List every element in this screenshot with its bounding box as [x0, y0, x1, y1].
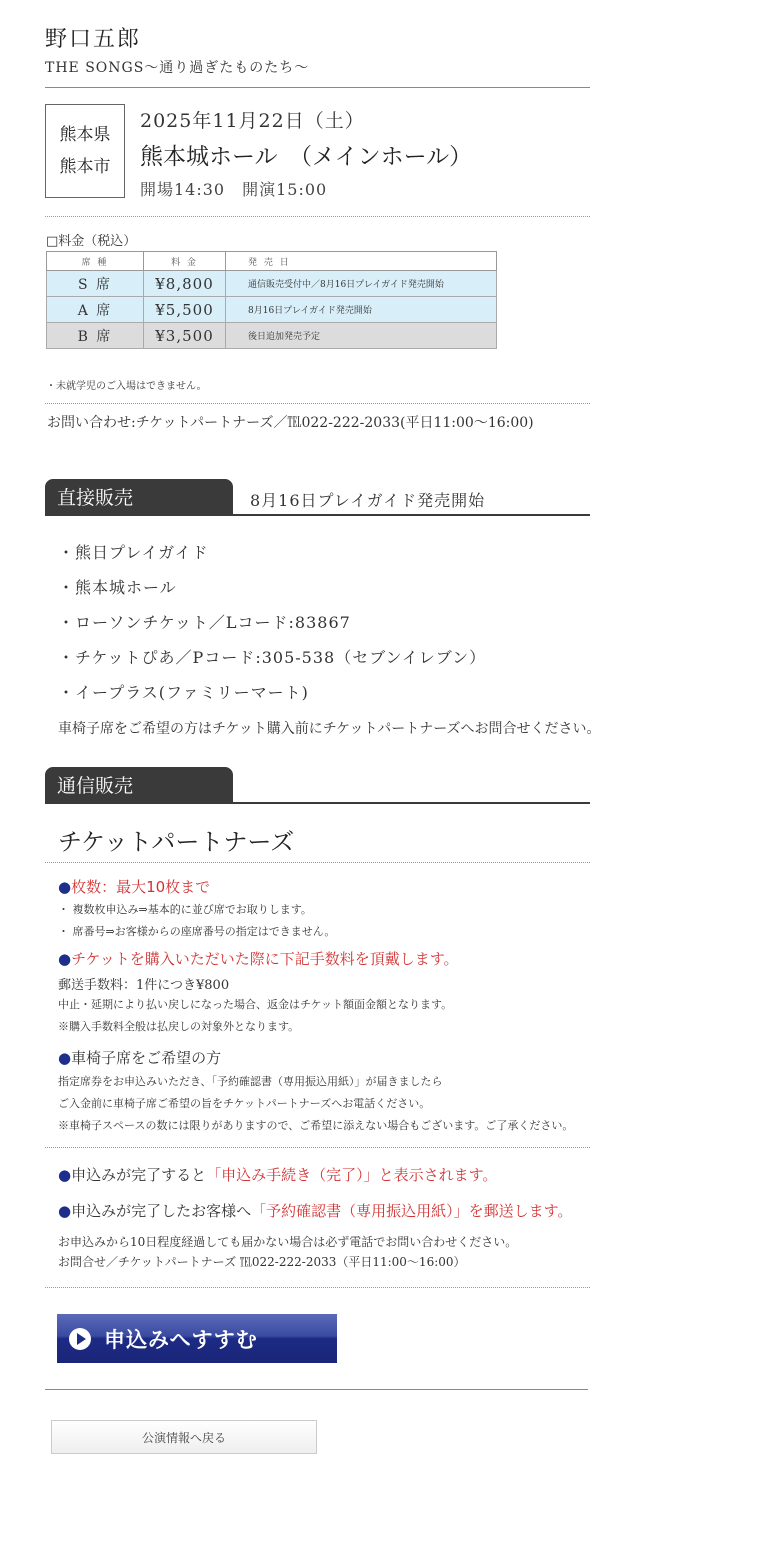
bullet-icon: ●: [58, 950, 72, 968]
list-item: ・熊日プレイガイド: [58, 543, 209, 562]
artist-name: 野口五郎: [45, 27, 142, 52]
wheelchair-direct-note: 車椅子席をご希望の方はチケット購入前にチケットパートナーズへお問合せください。: [58, 721, 601, 737]
apply-button-label: 申込みへすすむ: [104, 1327, 258, 1352]
fee-heading-text: チケットを購入いただいた際に下記手数料を頂戴します。: [71, 950, 459, 968]
table-row: [47, 271, 497, 297]
wheelchair-heading: [58, 1047, 221, 1068]
list-item: ・熊本城ホール: [58, 578, 177, 597]
event-date: 2025年11月22日（土）: [140, 110, 365, 132]
price-table-header: [47, 252, 497, 271]
completion-red: 「予約確認書（専用振込用紙）」を郵送します。: [251, 1202, 573, 1220]
tour-title: THE SONGS～通り過ぎたものたち～: [45, 60, 310, 76]
mail-sales-tab: 通信販売: [45, 767, 233, 803]
sale-info: 後日追加発売予定: [226, 323, 497, 349]
prefecture: 熊本県: [59, 125, 111, 145]
venue-hall: 熊本城ホール （メインホール）: [140, 144, 473, 170]
final-line: お問合せ／チケットパートナーズ ℡022-222-2033（平日11:00～16:00）: [58, 1255, 466, 1269]
final-divider: [45, 1287, 590, 1288]
fee-amount: 郵送手数料：1件につき¥800: [58, 978, 230, 993]
bullet-icon: ●: [58, 1202, 72, 1220]
header-price: 料 金: [144, 252, 226, 271]
completion-red: 「申込み手続き（完了）」と表示されます。: [206, 1166, 498, 1184]
limit-heading: [58, 876, 210, 897]
limit-line: ・ 席番号⇒お客様からの座席番号の指定はできません。: [58, 925, 336, 938]
seat-type: B 席: [47, 323, 144, 349]
bullet-icon: ●: [58, 1049, 72, 1067]
seat-price: ¥3,500: [144, 323, 226, 349]
completion-prefix: 申込みが完了すると: [71, 1166, 207, 1184]
seat-type: S 席: [47, 271, 144, 297]
vendor-divider: [45, 862, 590, 863]
direct-sales-tab: 直接販売: [45, 479, 233, 515]
bullet-icon: ●: [58, 878, 72, 896]
price-table: [46, 251, 497, 349]
price-label: □料金（税込）: [46, 234, 137, 249]
header-sale: 発 売 日: [226, 252, 497, 271]
completion-note-1: [58, 1164, 497, 1185]
direct-sales-date: 8月16日プレイガイド発売開始: [250, 491, 486, 510]
bullet-icon: ●: [58, 1166, 72, 1184]
venue-divider: [45, 216, 590, 217]
wheelchair-line: 指定席券をお申込みいただき、「予約確認書（専用振込用紙）」が届きましたら: [58, 1075, 443, 1088]
age-note: ・未就学児のご入場はできません。: [46, 381, 207, 392]
direct-sales-line: [45, 514, 590, 516]
city: 熊本市: [59, 157, 111, 177]
list-item: ・ローソンチケット／Lコード:83867: [58, 613, 351, 632]
seat-price: ¥8,800: [144, 271, 226, 297]
header-seat: 席 種: [47, 252, 144, 271]
event-times: 開場14:30 開演15:00: [140, 180, 328, 199]
completion-note-2: [58, 1200, 572, 1221]
limit-heading-text: 枚数：最大10枚まで: [71, 878, 211, 896]
table-row: [47, 323, 497, 349]
header-divider: [45, 87, 590, 88]
vendor-name: チケットパートナーズ: [58, 828, 295, 856]
mail-sales-line: [45, 802, 590, 804]
sale-info: 通信販売受付中／8月16日プレイガイド発売開始: [226, 271, 497, 297]
seat-price: ¥5,500: [144, 297, 226, 323]
completion-prefix: 申込みが完了したお客様へ: [71, 1202, 252, 1220]
sale-info: 8月16日プレイガイド発売開始: [226, 297, 497, 323]
limit-line: ・ 複数枚申込み⇒基本的に並び席でお取りします。: [58, 903, 312, 916]
play-icon: [69, 1328, 91, 1350]
wheelchair-line: ※車椅子スペースの数には限りがありますので、ご希望に添えない場合もございます。ご了承ください。: [58, 1119, 574, 1132]
contact-info: お問い合わせ:チケットパートナーズ／℡022-222-2033(平日11:00～16:00): [47, 415, 534, 431]
back-button-label: 公演情報へ戻る: [141, 1430, 226, 1445]
fee-line: 中止・延期により払い戻しになった場合、返金はチケット額面金額となります。: [58, 998, 453, 1011]
wheelchair-line: ご入金前に車椅子席ご希望の旨をチケットパートナーズへお電話ください。: [58, 1097, 431, 1110]
venue-location-box: [45, 104, 125, 198]
fee-heading: [58, 948, 459, 969]
wheelchair-heading-text: 車椅子席をご希望の方: [71, 1049, 222, 1067]
wheelchair-divider: [45, 1147, 590, 1148]
back-button[interactable]: [51, 1420, 317, 1454]
note-divider: [45, 403, 590, 404]
list-item: ・イープラス(ファミリーマート): [58, 683, 309, 702]
bottom-divider: [45, 1389, 588, 1390]
fee-line: ※購入手数料全般は払戻しの対象外となります。: [58, 1020, 300, 1033]
apply-button[interactable]: [57, 1314, 337, 1363]
list-item: ・チケットぴあ／Pコード:305-538（セブンイレブン）: [58, 648, 487, 667]
table-row: [47, 297, 497, 323]
seat-type: A 席: [47, 297, 144, 323]
final-line: お申込みから10日程度経過しても届かない場合は必ず電話でお問い合わせください。: [58, 1235, 518, 1249]
